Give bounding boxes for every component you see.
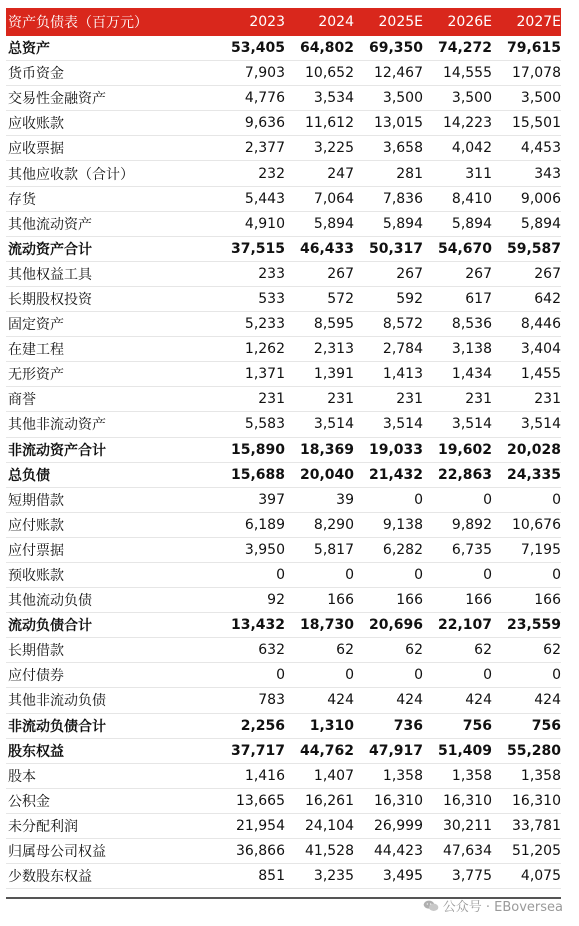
table-cell: 1,358 <box>520 767 561 784</box>
table-cell: 3,495 <box>382 868 423 885</box>
table-cell: 2,377 <box>244 140 285 157</box>
row-label: 流动资产合计 <box>8 241 92 258</box>
table-cell: 592 <box>396 290 423 307</box>
table-cell: 166 <box>396 592 423 609</box>
table-cell: 18,730 <box>299 617 354 634</box>
column-header: 2023 <box>249 14 285 30</box>
table-cell: 3,404 <box>520 341 561 358</box>
row-label: 应收票据 <box>8 141 64 158</box>
table-cell: 267 <box>465 265 492 282</box>
table-row <box>6 362 561 387</box>
table-cell: 9,892 <box>451 516 492 533</box>
table-cell: 1,391 <box>313 366 354 383</box>
table-row <box>6 111 561 136</box>
table-row <box>6 588 561 613</box>
table-cell: 3,514 <box>382 416 423 433</box>
table-cell: 3,500 <box>451 90 492 107</box>
table-cell: 572 <box>327 290 354 307</box>
table-cell: 1,310 <box>309 717 354 734</box>
table-cell: 4,776 <box>244 90 285 107</box>
table-cell: 10,676 <box>512 516 561 533</box>
table-cell: 62 <box>474 642 492 659</box>
table-cell: 26,999 <box>374 817 423 834</box>
table-cell: 3,138 <box>451 341 492 358</box>
column-header: 2024 <box>318 14 354 30</box>
table-row <box>6 538 561 563</box>
table-cell: 50,317 <box>368 240 423 257</box>
column-header: 2025E <box>378 14 423 30</box>
table-cell: 16,261 <box>305 792 354 809</box>
row-label: 其他权益工具 <box>8 266 92 283</box>
row-label: 其他非流动资产 <box>8 417 106 434</box>
row-label: 股本 <box>8 768 36 785</box>
table-cell: 3,514 <box>520 416 561 433</box>
table-row <box>6 312 561 337</box>
table-cell: 20,040 <box>299 466 354 483</box>
table-cell: 8,572 <box>382 316 423 333</box>
table-cell: 15,890 <box>230 441 285 458</box>
table-cell: 783 <box>258 692 285 709</box>
table-cell: 311 <box>465 165 492 182</box>
table-row <box>6 864 561 889</box>
table-cell: 267 <box>396 265 423 282</box>
row-label: 长期借款 <box>8 643 64 660</box>
table-cell: 4,910 <box>244 215 285 232</box>
row-label: 应付票据 <box>8 542 64 559</box>
watermark <box>423 896 563 915</box>
table-cell: 2,256 <box>240 717 285 734</box>
table-cell: 44,762 <box>299 742 354 759</box>
table-cell: 0 <box>552 567 561 584</box>
table-cell: 533 <box>258 290 285 307</box>
table-cell: 0 <box>345 667 354 684</box>
row-label: 应收账款 <box>8 116 64 133</box>
table-cell: 1,434 <box>451 366 492 383</box>
table-cell: 397 <box>258 491 285 508</box>
row-label: 商誉 <box>8 392 36 409</box>
table-cell: 9,138 <box>382 516 423 533</box>
row-label: 未分配利润 <box>8 818 78 835</box>
table-cell: 8,446 <box>520 316 561 333</box>
table-cell: 8,595 <box>313 316 354 333</box>
table-cell: 5,894 <box>382 215 423 232</box>
table-cell: 424 <box>465 692 492 709</box>
table-cell: 62 <box>336 642 354 659</box>
table-cell: 233 <box>258 265 285 282</box>
table-cell: 16,310 <box>512 792 561 809</box>
table-row <box>6 714 561 739</box>
row-label: 其他应收款（合计） <box>8 166 134 183</box>
table-cell: 3,658 <box>382 140 423 157</box>
table-cell: 1,262 <box>244 341 285 358</box>
row-label: 总资产 <box>8 41 50 58</box>
table-row <box>6 187 561 212</box>
table-cell: 7,836 <box>382 190 423 207</box>
table-cell: 7,903 <box>244 65 285 82</box>
table-cell: 632 <box>258 642 285 659</box>
table-row <box>6 412 561 437</box>
table-cell: 5,583 <box>244 416 285 433</box>
table-row <box>6 136 561 161</box>
table-row <box>6 161 561 186</box>
table-cell: 3,514 <box>313 416 354 433</box>
table-cell: 15,688 <box>230 466 285 483</box>
table-cell: 166 <box>465 592 492 609</box>
table-cell: 231 <box>465 391 492 408</box>
table-cell: 18,369 <box>299 441 354 458</box>
table-cell: 0 <box>552 667 561 684</box>
table-cell: 12,467 <box>374 65 423 82</box>
table-cell: 7,064 <box>313 190 354 207</box>
table-cell: 851 <box>258 868 285 885</box>
row-label: 少数股东权益 <box>8 869 92 886</box>
table-cell: 617 <box>465 290 492 307</box>
row-label: 公积金 <box>8 793 50 810</box>
table-cell: 8,410 <box>451 190 492 207</box>
table-row <box>6 814 561 839</box>
table-cell: 0 <box>414 491 423 508</box>
table-cell: 21,954 <box>236 817 285 834</box>
table-cell: 3,950 <box>244 541 285 558</box>
table-cell: 2,784 <box>382 341 423 358</box>
table-cell: 756 <box>462 717 492 734</box>
table-cell: 5,894 <box>313 215 354 232</box>
table-cell: 64,802 <box>299 40 354 57</box>
row-label: 短期借款 <box>8 492 64 509</box>
table-row <box>6 739 561 764</box>
table-row <box>6 237 561 262</box>
table-row <box>6 212 561 237</box>
table-cell: 15,501 <box>512 115 561 132</box>
table-cell: 6,735 <box>451 541 492 558</box>
column-header: 2027E <box>516 14 561 30</box>
table-cell: 24,104 <box>305 817 354 834</box>
table-cell: 1,371 <box>244 366 285 383</box>
row-label: 在建工程 <box>8 342 64 359</box>
table-cell: 92 <box>267 592 285 609</box>
row-label: 流动负债合计 <box>8 618 92 635</box>
table-cell: 4,453 <box>520 140 561 157</box>
table-row <box>6 86 561 111</box>
table-cell: 1,358 <box>382 767 423 784</box>
table-cell: 16,310 <box>374 792 423 809</box>
table-cell: 51,409 <box>437 742 492 759</box>
table-cell: 54,670 <box>437 240 492 257</box>
table-cell: 0 <box>414 567 423 584</box>
table-cell: 5,817 <box>313 541 354 558</box>
table-title: 资产负债表（百万元） <box>8 15 148 31</box>
table-cell: 343 <box>534 165 561 182</box>
table-cell: 47,917 <box>368 742 423 759</box>
row-label: 应付账款 <box>8 517 64 534</box>
table-cell: 6,189 <box>244 516 285 533</box>
table-cell: 0 <box>483 667 492 684</box>
table-cell: 642 <box>534 290 561 307</box>
table-cell: 33,781 <box>512 817 561 834</box>
table-cell: 37,717 <box>230 742 285 759</box>
table-cell: 0 <box>552 491 561 508</box>
watermark-text: 公众号 · EBoversea <box>442 900 563 915</box>
table-row <box>6 488 561 513</box>
table-cell: 231 <box>396 391 423 408</box>
table-cell: 166 <box>327 592 354 609</box>
table-cell: 0 <box>276 667 285 684</box>
table-cell: 14,223 <box>443 115 492 132</box>
row-label: 其他非流动负债 <box>8 693 106 710</box>
table-cell: 736 <box>393 717 423 734</box>
table-cell: 74,272 <box>437 40 492 57</box>
table-cell: 3,500 <box>382 90 423 107</box>
table-cell: 5,443 <box>244 190 285 207</box>
table-body <box>6 36 561 889</box>
table-cell: 231 <box>534 391 561 408</box>
table-cell: 23,559 <box>506 617 561 634</box>
table-row <box>6 337 561 362</box>
table-cell: 55,280 <box>506 742 561 759</box>
table-cell: 79,615 <box>506 40 561 57</box>
table-cell: 21,432 <box>368 466 423 483</box>
table-row <box>6 262 561 287</box>
table-row <box>6 387 561 412</box>
row-label: 非流动负债合计 <box>8 718 106 735</box>
table-row <box>6 463 561 488</box>
table-cell: 62 <box>543 642 561 659</box>
table-cell: 231 <box>327 391 354 408</box>
table-cell: 1,455 <box>520 366 561 383</box>
table-cell: 1,407 <box>313 767 354 784</box>
table-cell: 8,290 <box>313 516 354 533</box>
table-cell: 424 <box>327 692 354 709</box>
table-cell: 424 <box>396 692 423 709</box>
table-cell: 6,282 <box>382 541 423 558</box>
table-cell: 4,075 <box>520 868 561 885</box>
row-label: 归属母公司权益 <box>8 844 106 861</box>
table-cell: 47,634 <box>443 843 492 860</box>
table-row <box>6 638 561 663</box>
table-row <box>6 438 561 463</box>
table-cell: 3,514 <box>451 416 492 433</box>
row-label: 非流动资产合计 <box>8 442 106 459</box>
table-cell: 41,528 <box>305 843 354 860</box>
table-cell: 19,602 <box>437 441 492 458</box>
row-label: 应付债券 <box>8 668 64 685</box>
table-row <box>6 36 561 61</box>
row-label: 无形资产 <box>8 367 64 384</box>
table-cell: 24,335 <box>506 466 561 483</box>
table-cell: 166 <box>534 592 561 609</box>
table-cell: 3,225 <box>313 140 354 157</box>
table-cell: 39 <box>336 491 354 508</box>
table-cell: 5,894 <box>520 215 561 232</box>
table-cell: 9,006 <box>520 190 561 207</box>
table-cell: 3,775 <box>451 868 492 885</box>
table-row <box>6 688 561 713</box>
table-cell: 44,423 <box>374 843 423 860</box>
table-cell: 30,211 <box>443 817 492 834</box>
table-row <box>6 563 561 588</box>
table-cell: 5,233 <box>244 316 285 333</box>
row-label: 其他流动负债 <box>8 593 92 610</box>
table-cell: 22,107 <box>437 617 492 634</box>
table-cell: 46,433 <box>299 240 354 257</box>
wechat-icon <box>423 900 439 912</box>
table-cell: 10,652 <box>305 65 354 82</box>
table-cell: 0 <box>483 491 492 508</box>
table-cell: 756 <box>531 717 561 734</box>
table-cell: 7,195 <box>520 541 561 558</box>
table-cell: 2,313 <box>313 341 354 358</box>
table-cell: 13,015 <box>374 115 423 132</box>
table-cell: 5,894 <box>451 215 492 232</box>
table-cell: 267 <box>534 265 561 282</box>
table-cell: 20,028 <box>506 441 561 458</box>
table-cell: 20,696 <box>368 617 423 634</box>
balance-sheet-table <box>6 8 561 889</box>
table-cell: 0 <box>345 567 354 584</box>
row-label: 股东权益 <box>8 743 64 760</box>
table-cell: 1,416 <box>244 767 285 784</box>
table-cell: 8,536 <box>451 316 492 333</box>
table-cell: 0 <box>483 567 492 584</box>
table-cell: 0 <box>414 667 423 684</box>
table-cell: 247 <box>327 165 354 182</box>
table-row <box>6 789 561 814</box>
row-label: 交易性金融资产 <box>8 91 106 108</box>
table-row <box>6 287 561 312</box>
table-cell: 14,555 <box>443 65 492 82</box>
table-cell: 4,042 <box>451 140 492 157</box>
table-cell: 3,534 <box>313 90 354 107</box>
table-cell: 62 <box>405 642 423 659</box>
table-cell: 53,405 <box>230 40 285 57</box>
table-cell: 37,515 <box>230 240 285 257</box>
table-cell: 11,612 <box>305 115 354 132</box>
table-cell: 3,235 <box>313 868 354 885</box>
table-cell: 0 <box>276 567 285 584</box>
table-cell: 3,500 <box>520 90 561 107</box>
row-label: 存货 <box>8 191 36 208</box>
row-label: 货币资金 <box>8 66 64 83</box>
table-cell: 36,866 <box>236 843 285 860</box>
table-cell: 59,587 <box>506 240 561 257</box>
table-cell: 231 <box>258 391 285 408</box>
table-row <box>6 764 561 789</box>
table-cell: 1,358 <box>451 767 492 784</box>
table-row <box>6 61 561 86</box>
table-row <box>6 839 561 864</box>
row-label: 其他流动资产 <box>8 216 92 233</box>
table-row <box>6 513 561 538</box>
row-label: 长期股权投资 <box>8 291 92 308</box>
table-cell: 17,078 <box>512 65 561 82</box>
row-label: 预收账款 <box>8 568 64 585</box>
table-cell: 1,413 <box>382 366 423 383</box>
table-cell: 281 <box>396 165 423 182</box>
row-label: 固定资产 <box>8 317 64 334</box>
table-cell: 267 <box>327 265 354 282</box>
table-cell: 22,863 <box>437 466 492 483</box>
table-cell: 16,310 <box>443 792 492 809</box>
table-row <box>6 613 561 638</box>
table-cell: 13,432 <box>230 617 285 634</box>
row-label: 总负债 <box>8 467 50 484</box>
column-header: 2026E <box>447 14 492 30</box>
table-cell: 51,205 <box>512 843 561 860</box>
table-cell: 424 <box>534 692 561 709</box>
table-cell: 69,350 <box>368 40 423 57</box>
table-cell: 13,665 <box>236 792 285 809</box>
table-header <box>6 8 561 36</box>
table-cell: 19,033 <box>368 441 423 458</box>
table-row <box>6 663 561 688</box>
table-cell: 9,636 <box>244 115 285 132</box>
table-cell: 232 <box>258 165 285 182</box>
